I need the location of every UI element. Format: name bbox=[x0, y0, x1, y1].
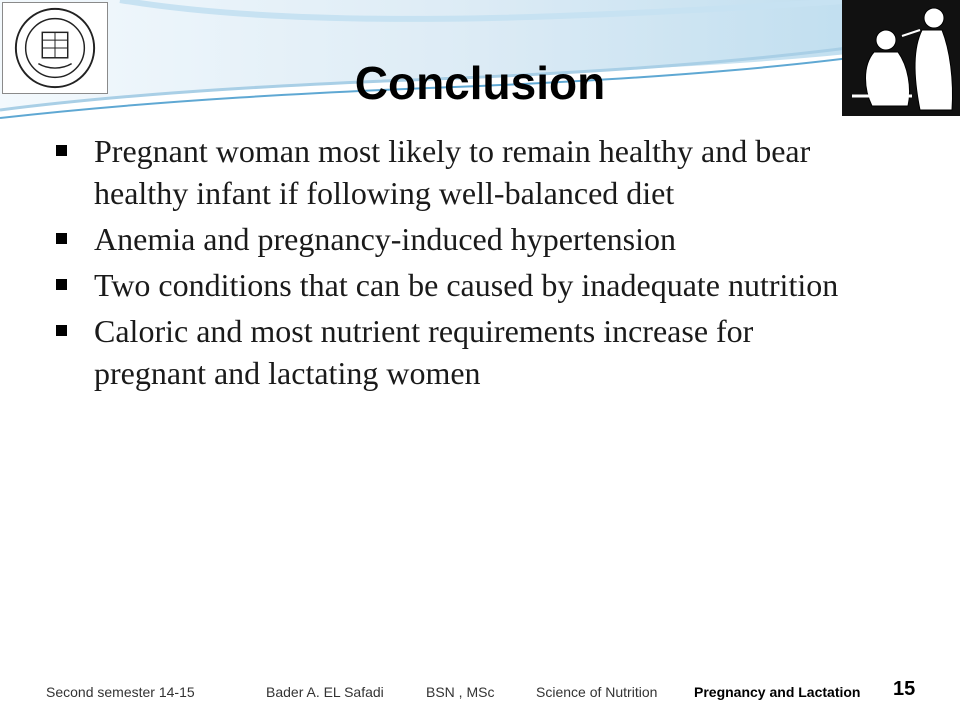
footer-author: Bader A. EL Safadi bbox=[266, 684, 384, 700]
bullet-item bbox=[52, 130, 852, 214]
footer-course: Science of Nutrition bbox=[536, 684, 658, 700]
bullet-text: Two conditions that can be caused by inadequate nutrition bbox=[94, 267, 839, 303]
bullet-text: Caloric and most nutrient requirements increase for pregnant and lactating women bbox=[94, 313, 754, 391]
slide-title: Conclusion bbox=[354, 57, 606, 109]
footer-degree: BSN , MSc bbox=[426, 684, 495, 700]
bullet-text: Anemia and pregnancy-induced hypertension bbox=[94, 221, 677, 257]
page-number: 15 bbox=[893, 678, 916, 700]
square-bullet-icon bbox=[56, 145, 67, 156]
square-bullet-icon bbox=[56, 233, 67, 244]
footer-semester: Second semester 14-15 bbox=[46, 684, 195, 700]
square-bullet-icon bbox=[56, 279, 67, 290]
bullet-text: Pregnant woman most likely to remain healthy and bear healthy infant if following well-balanced diet bbox=[94, 133, 811, 211]
bullet-item bbox=[52, 264, 852, 306]
bullet-item bbox=[52, 218, 852, 260]
bullet-item bbox=[52, 310, 852, 394]
bullet-list bbox=[52, 130, 852, 398]
square-bullet-icon bbox=[56, 325, 67, 336]
footer-topic: Pregnancy and Lactation bbox=[694, 684, 861, 700]
